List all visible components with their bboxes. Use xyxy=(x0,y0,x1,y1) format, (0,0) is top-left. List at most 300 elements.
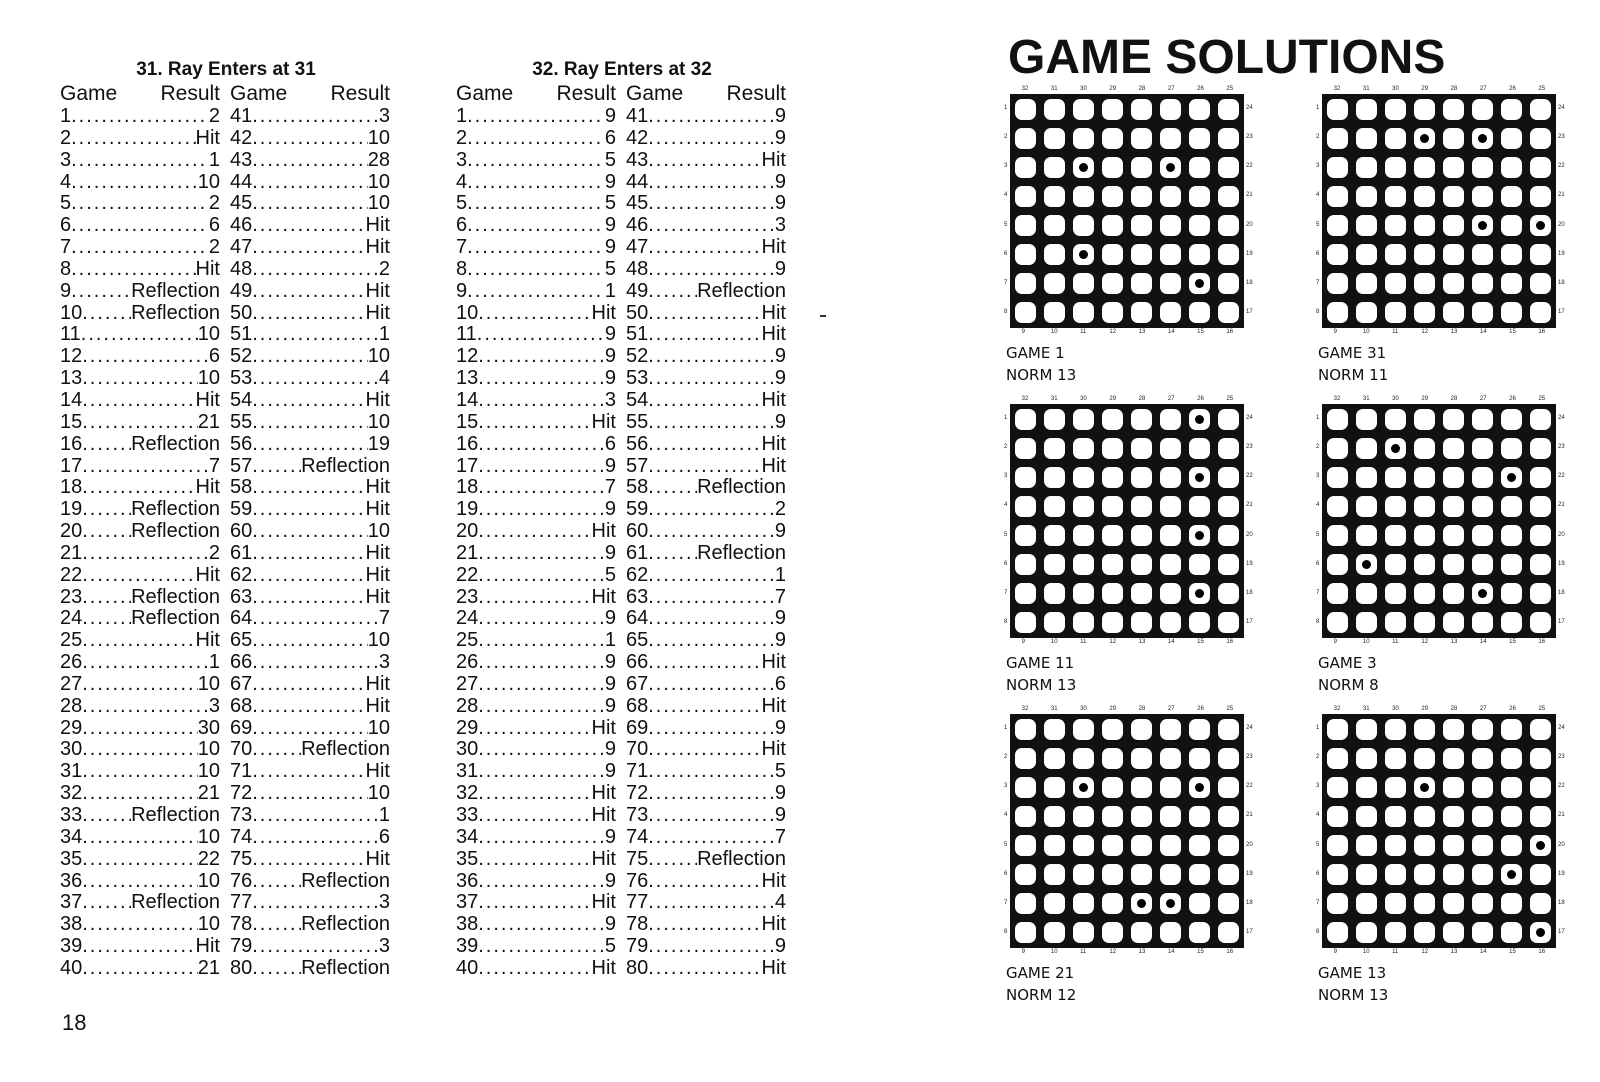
board-cell xyxy=(1041,745,1068,772)
cell-hole xyxy=(1073,554,1095,576)
edge-label-left: 4 xyxy=(1316,192,1320,199)
board-cell xyxy=(1157,861,1184,888)
game-number: 31 xyxy=(456,760,479,783)
cell-hole xyxy=(1414,893,1436,915)
board-cell xyxy=(1382,774,1409,801)
game-number: 43 xyxy=(626,148,649,171)
game-result: 22 xyxy=(197,847,220,870)
board-cell xyxy=(1128,522,1155,549)
edge-label-right: 20 xyxy=(1558,531,1565,538)
game-number: 55 xyxy=(626,410,649,433)
leader-dots xyxy=(648,739,761,761)
cell-hole xyxy=(1327,409,1349,431)
edge-label-right: 20 xyxy=(1246,531,1253,538)
result-row xyxy=(226,237,396,259)
board-cell xyxy=(1157,212,1184,239)
edge-label-left: 7 xyxy=(1316,900,1320,907)
board-grid xyxy=(1010,714,1244,948)
board-cell xyxy=(1527,96,1554,123)
cell-hole xyxy=(1472,864,1494,886)
cell-hole xyxy=(1356,409,1378,431)
header-result: Result xyxy=(330,82,390,105)
game-number: 32 xyxy=(456,782,479,805)
game-result: 10 xyxy=(367,345,390,368)
result-row xyxy=(226,193,396,215)
board-cell xyxy=(1324,716,1351,743)
board-cell xyxy=(1411,832,1438,859)
game-number: 67 xyxy=(626,672,649,695)
cell-hole xyxy=(1131,806,1153,828)
game-result: 10 xyxy=(197,170,220,193)
cell-hole xyxy=(1218,215,1240,237)
board-cell xyxy=(1128,270,1155,297)
cell-hole xyxy=(1385,835,1407,857)
game-result: Hit xyxy=(365,279,390,302)
board-cell xyxy=(1041,435,1068,462)
result-row xyxy=(452,739,622,761)
cell-hole xyxy=(1073,438,1095,460)
game-result: Reflection xyxy=(131,498,220,521)
cell-hole xyxy=(1044,438,1066,460)
board-cell xyxy=(1527,890,1554,917)
result-row xyxy=(452,587,622,609)
leader-dots xyxy=(467,193,605,215)
cell-hole xyxy=(1218,864,1240,886)
board-cell xyxy=(1527,745,1554,772)
cell-hole xyxy=(1189,157,1211,179)
result-row xyxy=(622,871,792,893)
edge-label-right: 18 xyxy=(1558,590,1565,597)
cell-hole xyxy=(1102,273,1124,295)
cell-hole xyxy=(1073,893,1095,915)
cell-hole xyxy=(1472,496,1494,518)
leader-dots xyxy=(478,390,605,412)
leader-dots xyxy=(478,718,591,740)
game-result: Reflection xyxy=(131,520,220,543)
cell-hole xyxy=(1530,525,1552,547)
game-result: Hit xyxy=(761,388,786,411)
edge-label-bottom: 15 xyxy=(1197,639,1204,645)
game-number: 17 xyxy=(60,454,83,477)
edge-label-bottom: 13 xyxy=(1450,329,1458,335)
edge-label-bottom: 10 xyxy=(1050,329,1058,335)
board-cell xyxy=(1157,551,1184,578)
board-cell xyxy=(1041,861,1068,888)
leader-dots xyxy=(82,652,209,674)
game-result: 6 xyxy=(774,672,786,695)
board-cell xyxy=(1527,154,1554,181)
edge-label-left: 1 xyxy=(1316,104,1320,111)
game-number: 70 xyxy=(626,738,649,761)
leader-dots xyxy=(648,565,775,587)
edge-label-bottom: 12 xyxy=(1421,329,1429,335)
game-number: 27 xyxy=(456,672,479,695)
leader-dots xyxy=(648,674,775,696)
board-cell xyxy=(1157,154,1184,181)
edge-label-bottom: 15 xyxy=(1509,329,1516,335)
leader-dots xyxy=(648,630,775,652)
game-number: 16 xyxy=(60,432,83,455)
atom-ball xyxy=(1536,221,1545,230)
board-cell xyxy=(1215,493,1242,520)
cell-hole xyxy=(1327,719,1349,741)
leader-dots xyxy=(648,936,775,958)
leader-dots xyxy=(478,696,605,718)
cell-hole xyxy=(1073,157,1095,179)
leader-dots xyxy=(252,237,365,259)
leader-dots xyxy=(252,128,368,150)
cell-hole xyxy=(1472,438,1494,460)
edge-label-left: 3 xyxy=(1004,163,1008,170)
game-number: 48 xyxy=(626,257,649,280)
edge-label-left: 1 xyxy=(1004,414,1008,421)
cell-hole xyxy=(1501,922,1523,944)
game-number: 27 xyxy=(60,672,83,695)
board-cell xyxy=(1186,154,1213,181)
board-cell xyxy=(1012,464,1039,491)
cell-hole xyxy=(1015,99,1037,121)
result-row xyxy=(226,849,396,871)
board-cell xyxy=(1469,861,1496,888)
board-cell xyxy=(1382,96,1409,123)
game-number: 8 xyxy=(60,257,72,280)
result-row xyxy=(226,783,396,805)
edge-label-top: 28 xyxy=(1450,396,1458,402)
cell-hole xyxy=(1356,835,1378,857)
cell-hole xyxy=(1327,186,1349,208)
game-number: 44 xyxy=(626,170,649,193)
board-cell xyxy=(1469,493,1496,520)
cell-hole xyxy=(1102,525,1124,547)
result-row xyxy=(452,150,622,172)
cell-hole xyxy=(1327,215,1349,237)
board-cell xyxy=(1440,861,1467,888)
result-row xyxy=(452,565,622,587)
result-row xyxy=(452,106,622,128)
edge-label-left: 6 xyxy=(1004,870,1008,877)
cell-hole xyxy=(1160,835,1182,857)
board-cell xyxy=(1527,803,1554,830)
cell-hole xyxy=(1327,157,1349,179)
board-cell xyxy=(1215,241,1242,268)
edge-label-left: 2 xyxy=(1004,753,1008,760)
board-cell xyxy=(1070,125,1097,152)
cell-hole xyxy=(1414,273,1436,295)
cell-hole xyxy=(1044,893,1066,915)
leader-dots xyxy=(252,412,368,434)
board-cell xyxy=(1186,890,1213,917)
board-cell xyxy=(1527,580,1554,607)
board-cell xyxy=(1353,919,1380,946)
cell-hole xyxy=(1501,157,1523,179)
cell-hole xyxy=(1160,554,1182,576)
cell-hole xyxy=(1015,244,1037,266)
board-cell xyxy=(1099,406,1126,433)
game-result: 21 xyxy=(197,410,220,433)
game-result: 4 xyxy=(378,367,390,390)
cell-hole xyxy=(1385,719,1407,741)
board-cell xyxy=(1498,803,1525,830)
game-board xyxy=(1000,86,1270,342)
edge-label-left: 1 xyxy=(1004,104,1008,111)
cell-hole xyxy=(1218,893,1240,915)
game-number: 23 xyxy=(456,585,479,608)
header-game: Game xyxy=(60,82,118,105)
edge-label-right: 24 xyxy=(1246,724,1253,731)
edge-label-top: 32 xyxy=(1021,86,1029,92)
result-row xyxy=(452,390,622,412)
board-cell xyxy=(1411,919,1438,946)
cell-hole xyxy=(1073,496,1095,518)
board-cell xyxy=(1012,212,1039,239)
result-row xyxy=(56,565,226,587)
game-board xyxy=(1312,706,1582,962)
edge-label-left: 3 xyxy=(1004,473,1008,480)
result-row xyxy=(226,368,396,390)
edge-label-bottom: 9 xyxy=(1021,639,1025,645)
board-cell xyxy=(1099,919,1126,946)
edge-label-right: 23 xyxy=(1558,133,1565,140)
leader-dots xyxy=(467,281,605,303)
cell-hole xyxy=(1015,806,1037,828)
board-cell xyxy=(1498,551,1525,578)
game-result: Reflection xyxy=(301,738,390,761)
edge-label-bottom: 11 xyxy=(1080,949,1087,955)
game-number: 31 xyxy=(60,760,83,783)
board-cell xyxy=(1128,716,1155,743)
result-row xyxy=(226,499,396,521)
board-cell xyxy=(1498,580,1525,607)
cell-hole xyxy=(1160,719,1182,741)
result-row xyxy=(452,346,622,368)
board-cell xyxy=(1215,522,1242,549)
edge-label-left: 2 xyxy=(1004,443,1008,450)
board-cell xyxy=(1469,299,1496,326)
result-row xyxy=(452,936,622,958)
leader-dots xyxy=(252,914,301,936)
board-cell xyxy=(1041,241,1068,268)
cell-hole xyxy=(1044,835,1066,857)
game-result: 9 xyxy=(604,760,616,783)
edge-label-left: 5 xyxy=(1316,221,1320,228)
result-row xyxy=(622,346,792,368)
result-row xyxy=(56,674,226,696)
cell-hole xyxy=(1530,922,1552,944)
edge-label-left: 4 xyxy=(1316,812,1320,819)
board-cell xyxy=(1498,716,1525,743)
board-cell xyxy=(1411,406,1438,433)
cell-hole xyxy=(1443,864,1465,886)
result-row xyxy=(622,543,792,565)
board-cell xyxy=(1157,832,1184,859)
game-result: 9 xyxy=(604,541,616,564)
game-result: Hit xyxy=(591,410,616,433)
board-cell xyxy=(1128,580,1155,607)
cell-hole xyxy=(1414,186,1436,208)
cell-hole xyxy=(1327,864,1349,886)
board-cell xyxy=(1012,522,1039,549)
cell-hole xyxy=(1472,215,1494,237)
leader-dots xyxy=(82,565,195,587)
atom-ball xyxy=(1362,560,1371,569)
board-cell xyxy=(1411,609,1438,636)
leader-dots xyxy=(478,783,591,805)
board-cell xyxy=(1099,299,1126,326)
result-row xyxy=(452,827,622,849)
board-cell xyxy=(1186,832,1213,859)
board-cell xyxy=(1469,406,1496,433)
cell-hole xyxy=(1131,922,1153,944)
result-row xyxy=(56,718,226,740)
game-result: 2 xyxy=(774,498,786,521)
board-cell xyxy=(1353,241,1380,268)
edge-label-left: 1 xyxy=(1004,724,1008,731)
game-result: 3 xyxy=(208,694,220,717)
leader-dots xyxy=(252,303,365,325)
result-row xyxy=(452,456,622,478)
game-number: 38 xyxy=(456,913,479,936)
game-result: 10 xyxy=(367,192,390,215)
board-cell xyxy=(1128,299,1155,326)
atom-ball xyxy=(1079,163,1088,172)
board-cell xyxy=(1411,580,1438,607)
cell-hole xyxy=(1414,922,1436,944)
leader-dots xyxy=(252,434,368,456)
edge-label-right: 20 xyxy=(1558,221,1565,228)
cell-hole xyxy=(1189,835,1211,857)
cell-hole xyxy=(1044,525,1066,547)
game-number: 26 xyxy=(60,651,83,674)
board-cell xyxy=(1157,919,1184,946)
game-result: 3 xyxy=(774,214,786,237)
board-cell xyxy=(1070,406,1097,433)
board-cell xyxy=(1099,716,1126,743)
game-result: 5 xyxy=(604,148,616,171)
game-name: GAME 31 xyxy=(1318,344,1387,362)
board-cell xyxy=(1012,716,1039,743)
cell-hole xyxy=(1356,128,1378,150)
cell-hole xyxy=(1443,99,1465,121)
board-cell xyxy=(1128,890,1155,917)
game-number: 78 xyxy=(626,913,649,936)
edge-label-bottom: 16 xyxy=(1538,949,1546,955)
edge-label-bottom: 15 xyxy=(1509,949,1516,955)
cell-hole xyxy=(1189,438,1211,460)
result-row xyxy=(226,871,396,893)
game-number: 48 xyxy=(230,257,253,280)
results-column-left xyxy=(56,106,226,980)
board-cell xyxy=(1527,832,1554,859)
game-number: 7 xyxy=(60,236,72,259)
result-row xyxy=(226,106,396,128)
board-cell xyxy=(1070,832,1097,859)
cell-hole xyxy=(1131,186,1153,208)
edge-label-right: 23 xyxy=(1246,753,1253,760)
game-result: 7 xyxy=(774,825,786,848)
cell-hole xyxy=(1189,748,1211,770)
cell-hole xyxy=(1327,777,1349,799)
cell-hole xyxy=(1044,128,1066,150)
game-result: 1 xyxy=(378,323,390,346)
leader-dots xyxy=(478,346,605,368)
cell-hole xyxy=(1414,409,1436,431)
board-cell xyxy=(1527,299,1554,326)
leader-dots xyxy=(467,172,605,194)
game-result: Hit xyxy=(761,323,786,346)
board-cell xyxy=(1070,464,1097,491)
cell-hole xyxy=(1530,554,1552,576)
board-cell xyxy=(1498,774,1525,801)
cell-hole xyxy=(1044,99,1066,121)
game-result: 7 xyxy=(378,607,390,630)
game-number: 15 xyxy=(456,410,479,433)
game-result: 9 xyxy=(774,105,786,127)
cell-hole xyxy=(1073,835,1095,857)
cell-hole xyxy=(1015,157,1037,179)
result-row xyxy=(452,215,622,237)
game-result: Reflection xyxy=(131,585,220,608)
result-row xyxy=(56,193,226,215)
board-cell xyxy=(1440,832,1467,859)
leader-dots xyxy=(252,936,379,958)
leader-dots xyxy=(648,499,775,521)
cell-hole xyxy=(1160,806,1182,828)
cell-hole xyxy=(1414,864,1436,886)
atom-ball xyxy=(1195,589,1204,598)
cell-hole xyxy=(1131,244,1153,266)
board-cell xyxy=(1041,154,1068,181)
result-row xyxy=(226,477,396,499)
board-grid xyxy=(1322,404,1556,638)
cell-hole xyxy=(1472,554,1494,576)
edge-label-bottom: 12 xyxy=(1109,949,1117,955)
board-cell xyxy=(1353,299,1380,326)
board-cell xyxy=(1440,299,1467,326)
game-result: Hit xyxy=(761,694,786,717)
board-cell xyxy=(1324,551,1351,578)
game-result: 30 xyxy=(197,716,220,739)
game-name: GAME 21 xyxy=(1006,964,1075,982)
cell-hole xyxy=(1472,612,1494,634)
edge-label-bottom: 12 xyxy=(1421,639,1429,645)
cell-hole xyxy=(1044,496,1066,518)
game-name: GAME 13 xyxy=(1318,964,1387,982)
cell-hole xyxy=(1102,612,1124,634)
leader-dots xyxy=(252,215,365,237)
cell-hole xyxy=(1189,467,1211,489)
cell-hole xyxy=(1385,467,1407,489)
leader-dots xyxy=(252,456,301,478)
game-number: 79 xyxy=(230,935,253,958)
board-cell xyxy=(1469,745,1496,772)
edge-label-bottom: 13 xyxy=(1450,639,1458,645)
edge-label-left: 5 xyxy=(1004,531,1008,538)
game-number: 22 xyxy=(60,563,83,586)
cell-hole xyxy=(1327,583,1349,605)
cell-hole xyxy=(1327,273,1349,295)
board-cell xyxy=(1411,125,1438,152)
game-number: 45 xyxy=(626,192,649,215)
board-cell xyxy=(1070,299,1097,326)
board-cell xyxy=(1382,551,1409,578)
game-number: 17 xyxy=(456,454,479,477)
edge-label-top: 26 xyxy=(1509,396,1516,402)
game-result: Hit xyxy=(365,388,390,411)
leader-dots xyxy=(82,696,209,718)
cell-hole xyxy=(1160,748,1182,770)
result-row xyxy=(226,761,396,783)
game-result: 9 xyxy=(604,651,616,674)
